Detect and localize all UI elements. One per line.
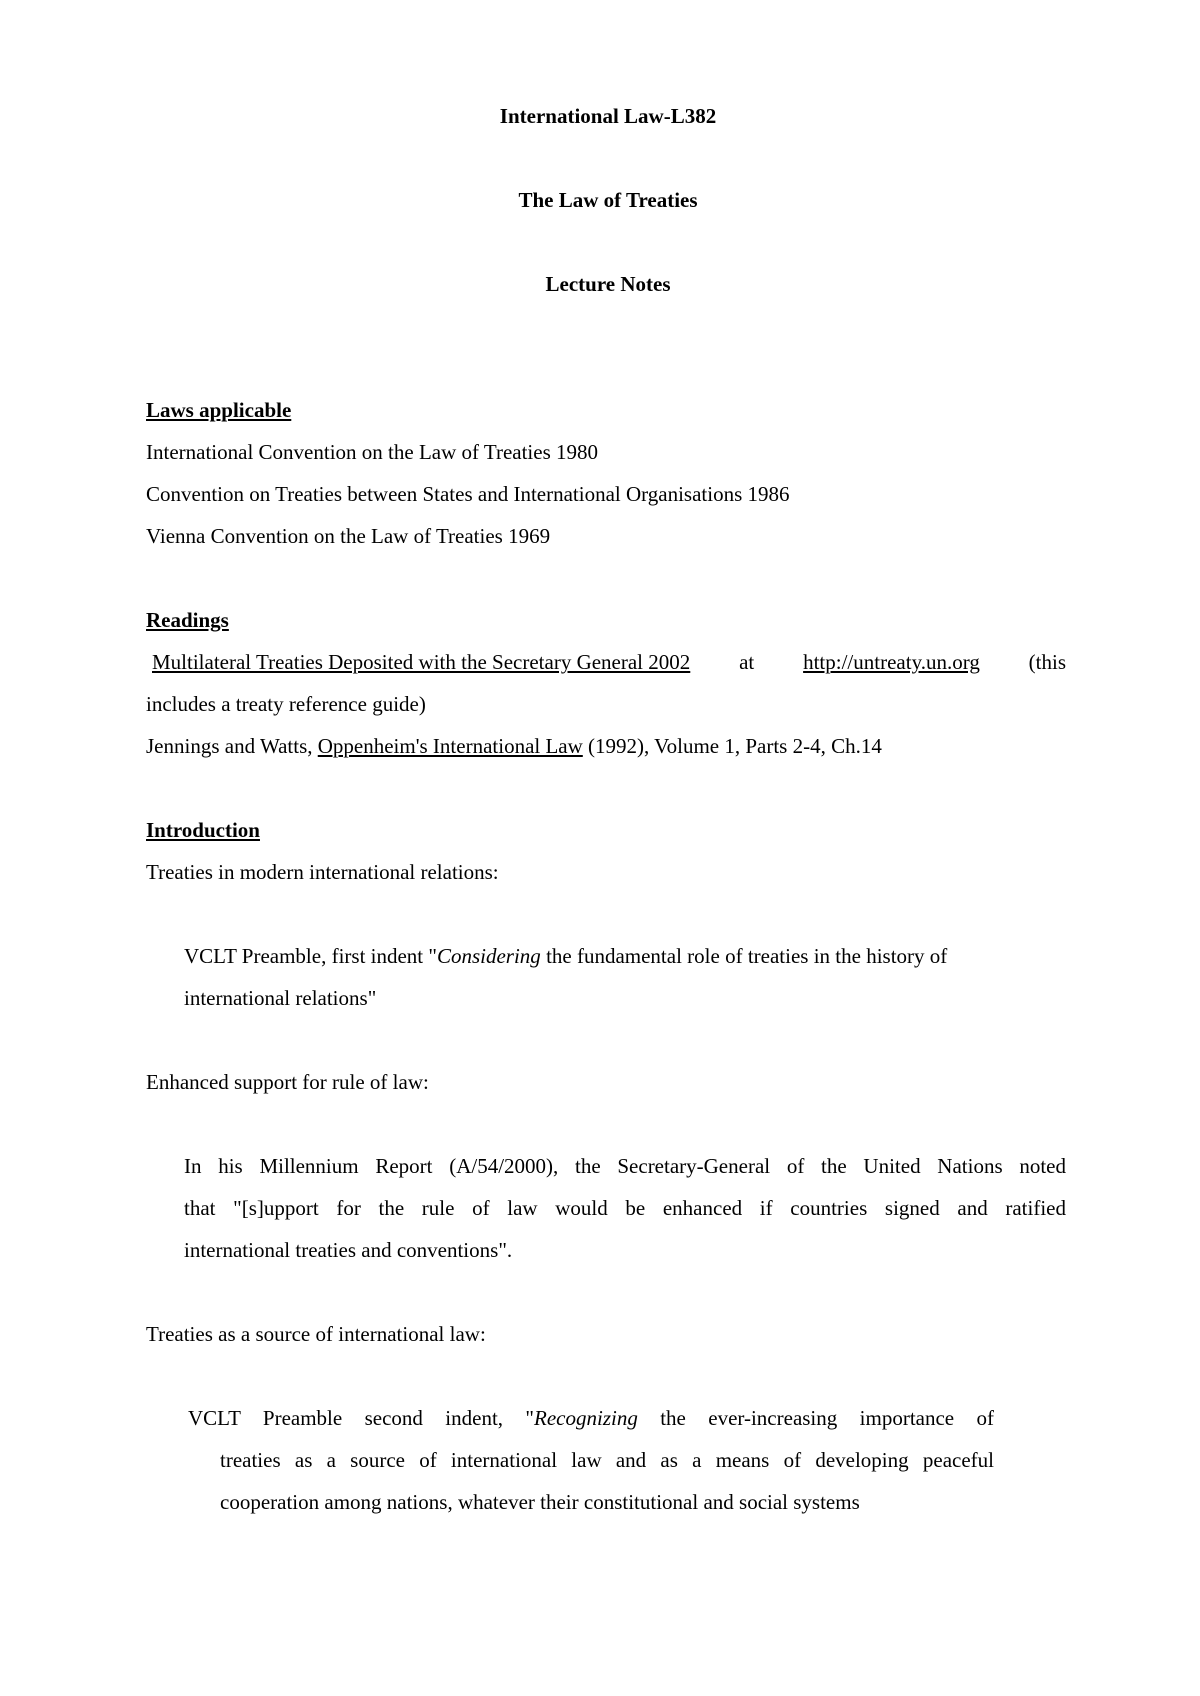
law-item-3: Vienna Convention on the Law of Treaties 1969 [146,524,551,548]
quote-3-rest: the ever-increasing importance of [637,1406,994,1430]
quote-3-line-1 [188,1405,994,1431]
quote-3-italic: Recognizing [534,1406,638,1430]
quote-3-text-1 [188,1405,994,1431]
reading-2 [146,733,882,759]
reading-1-rest: (this [1028,650,1066,674]
quote-1-line-2: international relations" [184,986,377,1010]
introduction-heading: Introduction [146,818,260,842]
law-item-2: Convention on Treaties between States and International Organisations 1986 [146,482,790,506]
reading-1 [152,649,1066,675]
reading-1-line-2: includes a treaty reference guide) [146,692,426,716]
quote-2-text-2: that "[s]upport for the rule of law would be enhanced if countries signed and ratified [184,1196,1066,1220]
quote-1-line-1 [184,943,947,969]
quote-3-line-2 [220,1447,994,1473]
laws-applicable-heading: Laws applicable [146,398,292,422]
quote-2-line-1 [184,1153,1066,1179]
quote-1-rest: the fundamental role of treaties in the history of [540,944,948,968]
notes-title: Lecture Notes [545,272,671,296]
reading-2-authors: Jennings and Watts, [146,734,318,758]
quote-3-line-3: cooperation among nations, whatever their constitutional and social systems [220,1490,860,1514]
intro-para-3: Treaties as a source of international law: [146,1322,486,1346]
quote-1-prefix: VCLT Preamble, first indent " [184,944,437,968]
reading-1-at: at [739,650,755,674]
topic-title: The Law of Treaties [518,188,698,212]
quote-3-prefix: VCLT Preamble second indent, " [188,1406,535,1430]
quote-3-text-2: treaties as a source of international law and as a means of developing peaceful [220,1448,994,1472]
reading-2-title: Oppenheim's International Law [317,734,583,758]
reading-2-rest: (1992), Volume 1, Parts 2-4, Ch.14 [582,734,882,758]
quote-2-text-1: In his Millennium Report (A/54/2000), the Secretary-General of the United Nations noted [184,1154,1066,1178]
quote-1-italic: Considering [436,944,541,968]
reading-1-title: Multilateral Treaties Deposited with the Secretary General 2002 [152,650,691,674]
quote-2-line-2 [184,1195,1066,1221]
intro-para-2: Enhanced support for rule of law: [146,1070,429,1094]
course-title: International Law-L382 [499,104,717,128]
untreaty-link[interactable]: http://untreaty.un.org [803,650,980,674]
intro-para-1: Treaties in modern international relations: [146,860,499,884]
law-item-1: International Convention on the Law of Treaties 1980 [146,440,599,464]
readings-heading: Readings [146,608,229,632]
quote-2-line-3: international treaties and conventions". [184,1238,513,1262]
